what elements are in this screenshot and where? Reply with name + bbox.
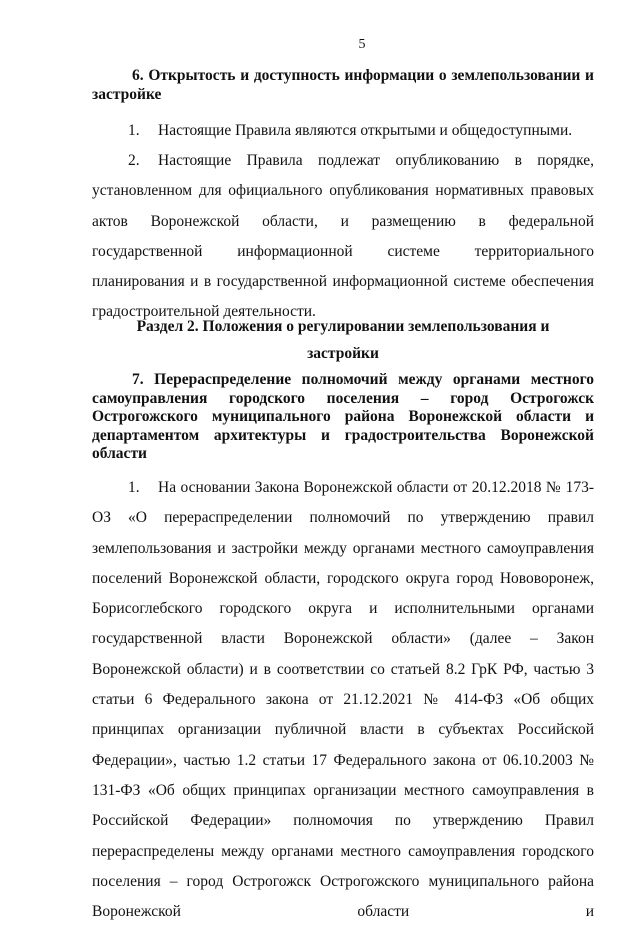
part-2-title-line-2: застройки: [307, 345, 379, 362]
section-6-item-2: [92, 146, 594, 328]
section-7-heading: 7. Перераспределение полномочий между органами местного самоуправления городского поселения – город Острогожск Острогожского муниципального района Воронежской области и департаментом архитектуры и градостроительства Воронежской области: [92, 371, 594, 463]
section-7-item-1: [92, 473, 594, 927]
item-text: Настоящие Правила подлежат опубликованию в порядке, установленном для официального опубликования нормативных правовых актов Воронежской области, и размещению в федеральной государственной информационной системе территориального планирования и в государственной информационной системе обеспечения градостроительной деятельности.: [92, 152, 594, 321]
section-6-heading: 6. Открытость и доступность информации о землепользовании и застройке: [92, 67, 594, 103]
item-number: 1.: [128, 122, 140, 139]
section-6-item-1: [92, 116, 594, 146]
part-2-title-line-1: Раздел 2. Положения о регулировании землепользования и: [136, 318, 550, 335]
item-number: 2.: [128, 152, 140, 169]
page-number: 5: [358, 37, 366, 52]
item-text: Настоящие Правила являются открытыми и общедоступными.: [158, 122, 573, 139]
item-text: На основании Закона Воронежской области от 20.12.2018 № 173-ОЗ «О перераспределении полномочий по утверждению правил землепользования и застройки между органами местного самоуправления поселений Воронежской области, городского округа город Нововоронеж, Борисоглебского городского округа и исполнительными органами государственной власти Воронежской области» (далее – Закон Воронежской области) и в соответствии со статьей 8.2 ГрК РФ, частью 3 статьи 6 Федерального закона от 21.12.2021 № 414-ФЗ «Об общих принципах организации публичной власти в субъектах Российской Федерации», частью 1.2 статьи 17 Федерального закона от 06.10.2003 № 131-ФЗ «Об общих принципах организации местного самоуправления в Российской Федерации» полномочия по утверждению Правил перераспределены между органами местного самоуправления городского поселения – город Острогожск Острогожского муниципального района Воронежской области и: [92, 479, 594, 921]
item-number: 1.: [128, 479, 140, 496]
